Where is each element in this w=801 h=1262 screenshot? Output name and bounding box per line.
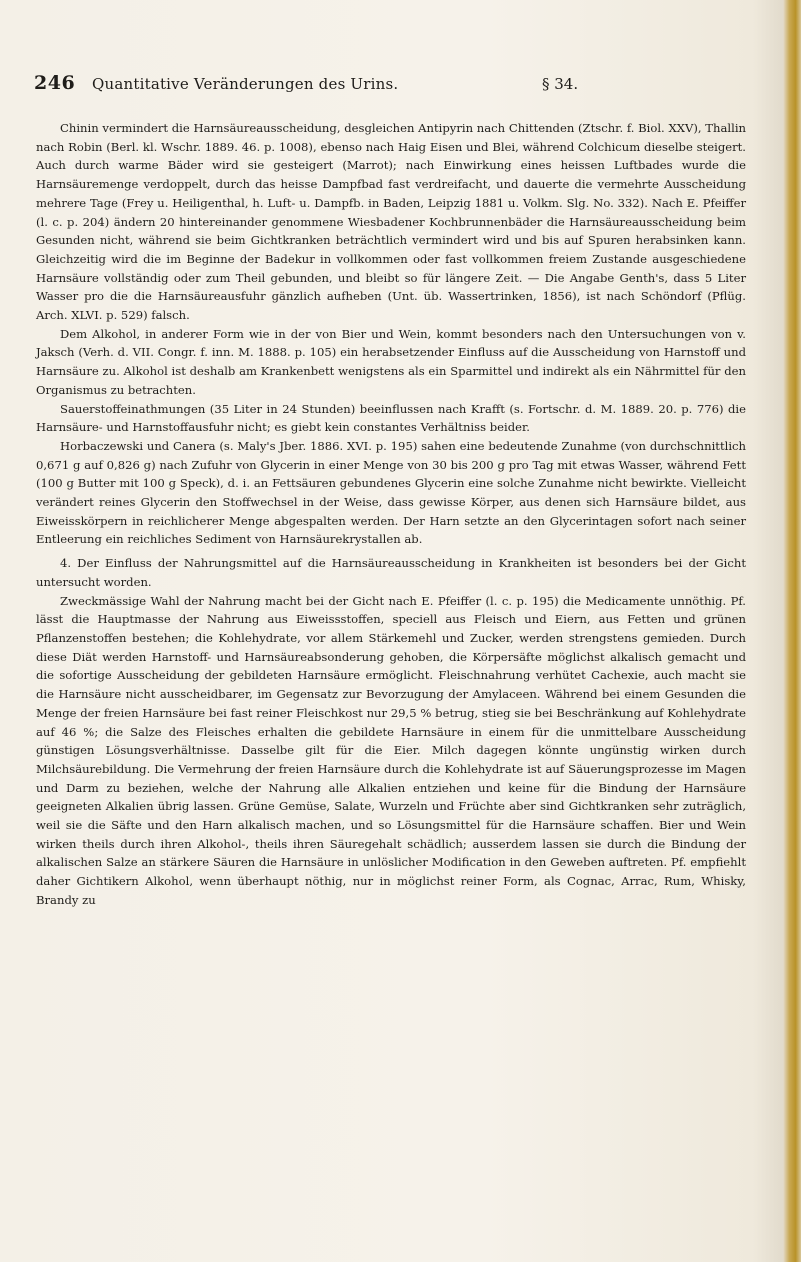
section-mark: § 34. <box>542 75 579 93</box>
body-text <box>36 119 746 910</box>
paragraph-gicht-diaet: Zweckmässige Wahl der Nahrung macht bei der Gicht nach E. Pfeiffer (l. c. p. 195) die Medicamente unnöthig. Pf. lässt die Hauptmasse der Nahrung aus Eiweissstoffen, speciell aus Fleisch und Eiern, aus Fetten und grünen Pflanzenstoffen bestehen; die Kohlehydrate, vor allem Stärkemehl und Zucker, werden strengstens gemieden. Durch diese Diät werden Harnstoff- und Harnsäureabsonderung gehoben, die Körpersäfte möglichst alkalisch gemacht und die sofortige Ausscheidung der gebildeten Harnsäure ermöglicht. Fleischnahrung verhütet Cachexie, auch macht sie die Harnsäure nicht ausscheidbarer, im Gegensatz zur Bevorzugung der Amylaceen. Während bei einem Gesunden die Menge der freien Harnsäure bei fast reiner Fleischkost nur 29,5 % betrug, stieg sie bei Beschränkung auf Kohlehydrate auf 46 %; die Salze des Fleisches erhalten die gebildete Harnsäure in einem für die unmittelbare Ausscheidung günstigen Lösungsverhältnisse. Dasselbe gilt für die Eier. Milch dagegen könnte ungünstig wirken durch Milchsäurebildung. Die Vermehrung der freien Harnsäure durch die Kohlehydrate ist auf Säuerungsprozesse im Magen und Darm zu beziehen, welche der Nahrung alle Alkalien entziehen und keine für die Bindung der Harnsäure geeigneten Alkalien übrig lassen. Grüne Gemüse, Salate, Wurzeln und Früchte aber sind Gichtkranken sehr zuträglich, weil sie die Säfte und den Harn alkalisch machen, und so Lösungsmittel für die Harnsäure schaffen. Bier und Wein wirken theils durch ihren Alkohol-, theils ihren Säuregehalt schädlich; ausserdem lassen sie durch die Bindung der alkalischen Salze an stärkere Säuren die Harnsäure in unlöslicher Modification in den Geweben auftreten. Pf. empfiehlt daher Gichtikern Alkohol, wenn überhaupt nöthig, nur in möglichst reiner Form, als Cognac, Arrac, Rum, Whisky, Brandy zu <box>36 593 746 907</box>
running-title: Quantitative Veränderungen des Urins. <box>92 75 399 93</box>
running-header <box>34 72 734 102</box>
paragraph-nahrungsmittel: 4. Der Einfluss der Nahrungsmittel auf die Harnsäureausscheidung in Krankheiten ist besonders bei der Gicht untersucht worden. <box>36 556 746 589</box>
page-edge <box>783 0 801 1262</box>
page-number: 246 <box>34 72 76 94</box>
paragraph-chinin: Chinin vermindert die Harnsäureausscheidung, desgleichen Antipyrin nach Chittenden (Ztschr. f. Biol. XXV), Thallin nach Robin (Berl. kl. Wschr. 1889. 46. p. 1008), ebenso nach Haig Eisen und Blei, während Colchicum dieselbe steigert. Auch durch warme Bäder wird sie gesteigert (Marrot); nach Einwirkung eines heissen Luftbades wurde die Harnsäuremenge verdoppelt, durch das heisse Dampfbad fast verdreifacht, und dauerte die vermehrte Ausscheidung mehrere Tage (Frey u. Heiligenthal, h. Luft- u. Dampfb. in Baden, Leipzig 1881 u. Volkm. Slg. No. 332). Nach E. Pfeiffer (l. c. p. 204) ändern 20 hintereinander genommene Wiesbadener Kochbrunnenbäder die Harnsäureausscheidung beim Gesunden nicht, während sie beim Gichtkranken beträchtlich vermindert wird und bis auf Spuren herabsinken kann. Gleichzeitig wird die im Beginne der Badekur in vollkommen oder fast vollkommen freiem Zustande ausgeschiedene Harnsäure vollständig oder zum Theil gebunden, und bleibt so für längere Zeit. — Die Angabe Genth's, dass 5 Liter Wasser pro die die Harnsäureausfuhr gänzlich aufheben (Unt. üb. Wassertrinken, 1856), ist nach Schöndorf (Pflüg. Arch. XLVI. p. 529) falsch. <box>36 121 746 323</box>
paragraph-sauerstoff: Sauerstoffeinathmungen (35 Liter in 24 Stunden) beeinflussen nach Krafft (s. Fortschr. d. M. 1889. 20. p. 776) die Harnsäure- und Harnstoffausfuhr nicht; es giebt kein constantes Verhältniss beider. <box>36 401 746 435</box>
paragraph-alkohol: Dem Alkohol, in anderer Form wie in der von Bier und Wein, kommt besonders nach den Untersuchungen von v. Jaksch (Verh. d. VII. Congr. f. inn. M. 1888. p. 105) ein herabsetzender Einfluss auf die Ausscheidung von Harnstoff und Harnsäure zu. Alkohol ist deshalb am Krankenbett wenigstens als ein Sparmittel und indirekt als ein Nährmittel für den Organismus zu betrachten. <box>36 326 746 397</box>
paragraph-glycerin: Horbaczewski und Canera (s. Maly's Jber. 1886. XVI. p. 195) sahen eine bedeutende Zunahme (von durchschnittlich 0,671 g auf 0,826 g) nach Zufuhr von Glycerin in einer Menge von 30 bis 200 g pro Tag mit etwas Wasser, während Fett (100 g Butter mit 100 g Speck), d. i. an Fettsäuren gebundenes Glycerin eine solche Zunahme nicht bewirkte. Vielleicht verändert reines Glycerin den Stoffwechsel in der Weise, dass gewisse Körper, aus denen sich Harnsäure bildet, aus Eiweisskörpern in reichlicherer Menge abgespalten werden. Der Harn setzte an den Glycerintagen sofort nach seiner Entleerung ein reichliches Sediment von Harnsäurekrystallen ab. <box>36 438 746 547</box>
